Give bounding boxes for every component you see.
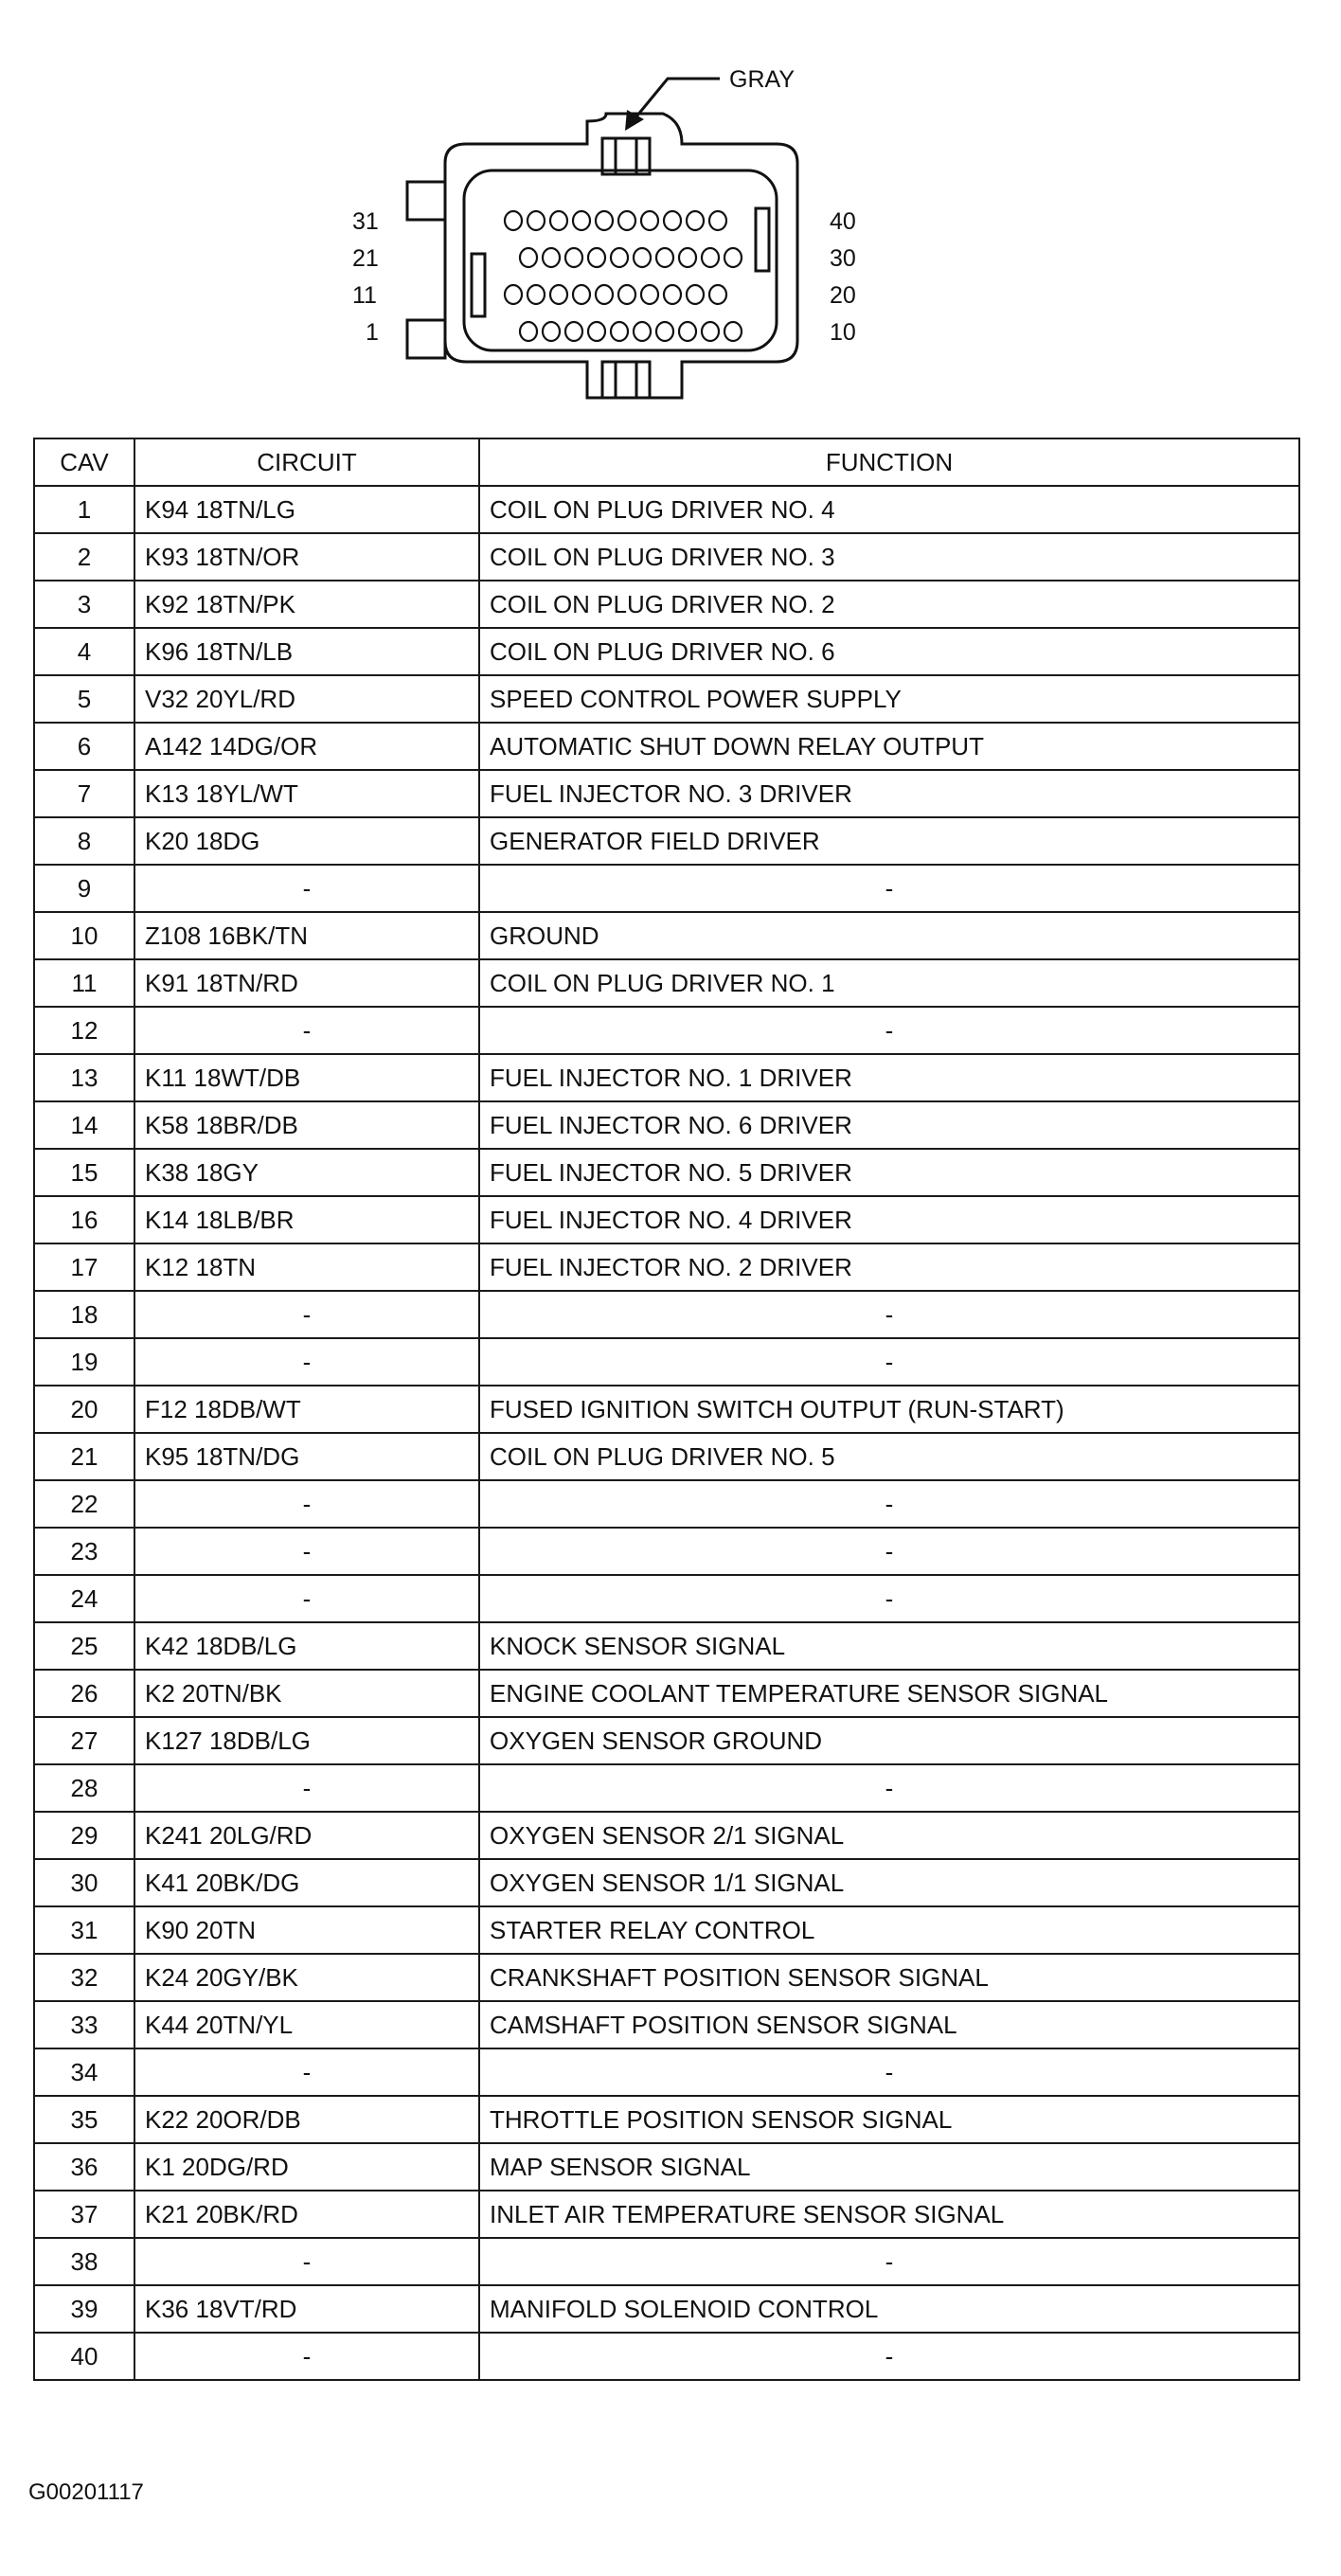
table-row — [34, 581, 1299, 628]
top-lock-tab — [602, 138, 650, 174]
table-row — [34, 1338, 1299, 1386]
circuit-cell: - — [134, 2238, 479, 2285]
table-row — [34, 675, 1299, 723]
table-row — [34, 486, 1299, 533]
cavity-hole — [588, 248, 605, 267]
table-row — [34, 1196, 1299, 1243]
circuit-cell: K11 18WT/DB — [134, 1054, 479, 1101]
function-cell: COIL ON PLUG DRIVER NO. 5 — [479, 1433, 1299, 1480]
cav-cell: 2 — [34, 533, 134, 581]
cav-cell: 20 — [34, 1386, 134, 1433]
cavity-hole — [573, 211, 590, 230]
circuit-cell: - — [134, 1528, 479, 1575]
cavity-hole — [656, 322, 673, 341]
circuit-cell: K20 18DG — [134, 817, 479, 865]
function-cell: FUEL INJECTOR NO. 5 DRIVER — [479, 1149, 1299, 1196]
function-cell: - — [479, 2048, 1299, 2096]
cav-cell: 22 — [34, 1480, 134, 1528]
cavity-hole — [687, 211, 704, 230]
cavity-hole — [641, 211, 658, 230]
table-row — [34, 1433, 1299, 1480]
function-cell: OXYGEN SENSOR GROUND — [479, 1717, 1299, 1764]
function-cell: KNOCK SENSOR SIGNAL — [479, 1622, 1299, 1670]
circuit-cell: - — [134, 865, 479, 912]
circuit-cell: - — [134, 1007, 479, 1054]
cavity-label-11: 11 — [352, 282, 377, 309]
cav-cell: 12 — [34, 1007, 134, 1054]
cav-cell: 36 — [34, 2143, 134, 2191]
function-cell: - — [479, 1480, 1299, 1528]
function-cell: FUEL INJECTOR NO. 1 DRIVER — [479, 1054, 1299, 1101]
bottom-lock-tab — [602, 362, 650, 398]
function-cell: COIL ON PLUG DRIVER NO. 1 — [479, 959, 1299, 1007]
table-row — [34, 1622, 1299, 1670]
function-cell: AUTOMATIC SHUT DOWN RELAY OUTPUT — [479, 723, 1299, 770]
table-row — [34, 1812, 1299, 1859]
cav-cell: 34 — [34, 2048, 134, 2096]
cavity-label-20: 20 — [830, 282, 856, 309]
cavity-hole — [702, 322, 719, 341]
cavity-hole — [520, 322, 537, 341]
function-cell: OXYGEN SENSOR 1/1 SIGNAL — [479, 1859, 1299, 1906]
function-cell: GENERATOR FIELD DRIVER — [479, 817, 1299, 865]
cav-cell: 18 — [34, 1291, 134, 1338]
cav-cell: 7 — [34, 770, 134, 817]
circuit-cell: F12 18DB/WT — [134, 1386, 479, 1433]
cav-cell: 5 — [34, 675, 134, 723]
cavity-hole — [588, 322, 605, 341]
table-row — [34, 817, 1299, 865]
function-cell: SPEED CONTROL POWER SUPPLY — [479, 675, 1299, 723]
cav-cell: 11 — [34, 959, 134, 1007]
function-cell: MANIFOLD SOLENOID CONTROL — [479, 2285, 1299, 2333]
cavity-hole — [573, 285, 590, 304]
circuit-cell: K22 20OR/DB — [134, 2096, 479, 2143]
table-row — [34, 1717, 1299, 1764]
table-row — [34, 533, 1299, 581]
table-row — [34, 1528, 1299, 1575]
cav-cell: 15 — [34, 1149, 134, 1196]
circuit-cell: K93 18TN/OR — [134, 533, 479, 581]
table-row — [34, 628, 1299, 675]
table-row — [34, 1054, 1299, 1101]
function-cell: - — [479, 2238, 1299, 2285]
cavity-hole — [565, 248, 582, 267]
header-cav: CAV — [34, 438, 134, 486]
function-cell: - — [479, 865, 1299, 912]
table-row — [34, 1954, 1299, 2001]
function-cell: - — [479, 1528, 1299, 1575]
circuit-cell: - — [134, 1480, 479, 1528]
table-row — [34, 865, 1299, 912]
cavity-label-10: 10 — [830, 319, 856, 346]
function-cell: COIL ON PLUG DRIVER NO. 2 — [479, 581, 1299, 628]
cavity-hole — [702, 248, 719, 267]
cavity-label-30: 30 — [830, 245, 856, 272]
cavity-hole — [543, 248, 560, 267]
cav-cell: 3 — [34, 581, 134, 628]
table-row — [34, 770, 1299, 817]
table-row — [34, 2191, 1299, 2238]
circuit-cell: K14 18LB/BR — [134, 1196, 479, 1243]
connector-color-label: GRAY — [729, 66, 795, 93]
circuit-cell: - — [134, 1291, 479, 1338]
function-cell: FUSED IGNITION SWITCH OUTPUT (RUN-START) — [479, 1386, 1299, 1433]
cavity-hole — [550, 211, 567, 230]
table-row — [34, 2285, 1299, 2333]
pinout-table — [33, 438, 1300, 2381]
cavity-hole — [724, 322, 742, 341]
function-cell: GROUND — [479, 912, 1299, 959]
circuit-cell: - — [134, 1338, 479, 1386]
circuit-cell: K95 18TN/DG — [134, 1433, 479, 1480]
cavity-hole — [679, 322, 696, 341]
header-function: FUNCTION — [479, 438, 1299, 486]
cavity-label-1: 1 — [366, 319, 379, 346]
cavity-hole — [641, 285, 658, 304]
table-row — [34, 1291, 1299, 1338]
cavity-holes — [505, 211, 742, 341]
cav-cell: 40 — [34, 2333, 134, 2380]
circuit-cell: K2 20TN/BK — [134, 1670, 479, 1717]
cav-cell: 25 — [34, 1622, 134, 1670]
cav-cell: 35 — [34, 2096, 134, 2143]
cavity-hole — [679, 248, 696, 267]
figure-id: G00201117 — [28, 2479, 144, 2505]
cav-cell: 38 — [34, 2238, 134, 2285]
cav-cell: 27 — [34, 1717, 134, 1764]
function-cell: COIL ON PLUG DRIVER NO. 6 — [479, 628, 1299, 675]
cavity-hole — [596, 285, 613, 304]
circuit-cell: K90 20TN — [134, 1906, 479, 1954]
table-row — [34, 1480, 1299, 1528]
table-row — [34, 1575, 1299, 1622]
circuit-cell: K94 18TN/LG — [134, 486, 479, 533]
cav-cell: 16 — [34, 1196, 134, 1243]
left-cavity-labels — [352, 208, 379, 346]
cavity-hole — [505, 211, 522, 230]
circuit-cell: K42 18DB/LG — [134, 1622, 479, 1670]
cavity-label-31: 31 — [352, 208, 379, 235]
table-header-row — [34, 438, 1299, 486]
cav-cell: 31 — [34, 1906, 134, 1954]
function-cell: OXYGEN SENSOR 2/1 SIGNAL — [479, 1812, 1299, 1859]
cavity-hole — [543, 322, 560, 341]
cavity-hole — [550, 285, 567, 304]
cav-cell: 8 — [34, 817, 134, 865]
cav-cell: 6 — [34, 723, 134, 770]
circuit-cell: K21 20BK/RD — [134, 2191, 479, 2238]
cavity-label-40: 40 — [830, 208, 856, 235]
cavity-hole — [656, 248, 673, 267]
function-cell: ENGINE COOLANT TEMPERATURE SENSOR SIGNAL — [479, 1670, 1299, 1717]
cav-cell: 4 — [34, 628, 134, 675]
circuit-cell: K127 18DB/LG — [134, 1717, 479, 1764]
cav-cell: 28 — [34, 1764, 134, 1812]
cav-cell: 29 — [34, 1812, 134, 1859]
function-cell: COIL ON PLUG DRIVER NO. 4 — [479, 486, 1299, 533]
cavity-hole — [709, 211, 726, 230]
function-cell: INLET AIR TEMPERATURE SENSOR SIGNAL — [479, 2191, 1299, 2238]
left-side-rib — [472, 254, 485, 316]
function-cell: FUEL INJECTOR NO. 3 DRIVER — [479, 770, 1299, 817]
cavity-hole — [611, 248, 628, 267]
cav-cell: 13 — [34, 1054, 134, 1101]
cavity-hole — [611, 322, 628, 341]
function-cell: CRANKSHAFT POSITION SENSOR SIGNAL — [479, 1954, 1299, 2001]
circuit-cell: K58 18BR/DB — [134, 1101, 479, 1149]
cav-cell: 19 — [34, 1338, 134, 1386]
cav-cell: 32 — [34, 1954, 134, 2001]
table-row — [34, 1906, 1299, 1954]
function-cell: MAP SENSOR SIGNAL — [479, 2143, 1299, 2191]
circuit-cell: K92 18TN/PK — [134, 581, 479, 628]
cav-cell: 39 — [34, 2285, 134, 2333]
cavity-hole — [505, 285, 522, 304]
left-lower-latch — [407, 320, 445, 358]
table-row — [34, 1670, 1299, 1717]
function-cell: THROTTLE POSITION SENSOR SIGNAL — [479, 2096, 1299, 2143]
cav-cell: 9 — [34, 865, 134, 912]
cavity-hole — [618, 285, 635, 304]
right-side-rib — [756, 208, 769, 271]
function-cell: FUEL INJECTOR NO. 4 DRIVER — [479, 1196, 1299, 1243]
circuit-cell: K91 18TN/RD — [134, 959, 479, 1007]
circuit-cell: K1 20DG/RD — [134, 2143, 479, 2191]
cav-cell: 24 — [34, 1575, 134, 1622]
cav-cell: 37 — [34, 2191, 134, 2238]
table-row — [34, 2096, 1299, 2143]
cavity-hole — [664, 285, 681, 304]
cavity-label-21: 21 — [352, 245, 379, 272]
circuit-cell: Z108 16BK/TN — [134, 912, 479, 959]
circuit-cell: - — [134, 2333, 479, 2380]
function-cell: FUEL INJECTOR NO. 6 DRIVER — [479, 1101, 1299, 1149]
circuit-cell: V32 20YL/RD — [134, 675, 479, 723]
table-row — [34, 1101, 1299, 1149]
table-row — [34, 2238, 1299, 2285]
function-cell: - — [479, 1764, 1299, 1812]
table-row — [34, 912, 1299, 959]
table-row — [34, 1859, 1299, 1906]
table-row — [34, 1243, 1299, 1291]
circuit-cell: - — [134, 1764, 479, 1812]
circuit-cell: A142 14DG/OR — [134, 723, 479, 770]
connector-face-diagram — [0, 0, 1341, 426]
function-cell: COIL ON PLUG DRIVER NO. 3 — [479, 533, 1299, 581]
circuit-cell: - — [134, 1575, 479, 1622]
cav-cell: 26 — [34, 1670, 134, 1717]
cavity-hole — [527, 285, 545, 304]
cavity-hole — [664, 211, 681, 230]
cav-cell: 10 — [34, 912, 134, 959]
table-body — [34, 486, 1299, 2380]
cavity-hole — [634, 248, 651, 267]
table-row — [34, 2001, 1299, 2048]
cav-cell: 30 — [34, 1859, 134, 1906]
table-row — [34, 723, 1299, 770]
cavity-hole — [565, 322, 582, 341]
cavity-hole — [596, 211, 613, 230]
table-row — [34, 1149, 1299, 1196]
table-row — [34, 1386, 1299, 1433]
cavity-hole — [527, 211, 545, 230]
circuit-cell: - — [134, 2048, 479, 2096]
connector-housing — [445, 114, 797, 398]
table-row — [34, 2143, 1299, 2191]
left-upper-latch — [407, 182, 445, 220]
cav-cell: 1 — [34, 486, 134, 533]
table-row — [34, 1007, 1299, 1054]
cav-cell: 17 — [34, 1243, 134, 1291]
circuit-cell: K13 18YL/WT — [134, 770, 479, 817]
cav-cell: 21 — [34, 1433, 134, 1480]
function-cell: - — [479, 2333, 1299, 2380]
circuit-cell: K12 18TN — [134, 1243, 479, 1291]
circuit-cell: K96 18TN/LB — [134, 628, 479, 675]
function-cell: - — [479, 1291, 1299, 1338]
circuit-cell: K24 20GY/BK — [134, 1954, 479, 2001]
table-row — [34, 2333, 1299, 2380]
table-row — [34, 959, 1299, 1007]
header-circuit: CIRCUIT — [134, 438, 479, 486]
cavity-hole — [724, 248, 742, 267]
circuit-cell: K36 18VT/RD — [134, 2285, 479, 2333]
circuit-cell: K44 20TN/YL — [134, 2001, 479, 2048]
cav-cell: 14 — [34, 1101, 134, 1149]
cavity-hole — [709, 285, 726, 304]
cavity-hole — [618, 211, 635, 230]
function-cell: - — [479, 1338, 1299, 1386]
function-cell: CAMSHAFT POSITION SENSOR SIGNAL — [479, 2001, 1299, 2048]
table-row — [34, 1764, 1299, 1812]
function-cell: - — [479, 1007, 1299, 1054]
circuit-cell: K41 20BK/DG — [134, 1859, 479, 1906]
function-cell: - — [479, 1575, 1299, 1622]
table-row — [34, 2048, 1299, 2096]
right-cavity-labels — [830, 208, 856, 346]
cavity-hole — [520, 248, 537, 267]
circuit-cell: K38 18GY — [134, 1149, 479, 1196]
cavity-hole — [634, 322, 651, 341]
cav-cell: 33 — [34, 2001, 134, 2048]
function-cell: STARTER RELAY CONTROL — [479, 1906, 1299, 1954]
function-cell: FUEL INJECTOR NO. 2 DRIVER — [479, 1243, 1299, 1291]
cav-cell: 23 — [34, 1528, 134, 1575]
cavity-hole — [687, 285, 704, 304]
circuit-cell: K241 20LG/RD — [134, 1812, 479, 1859]
